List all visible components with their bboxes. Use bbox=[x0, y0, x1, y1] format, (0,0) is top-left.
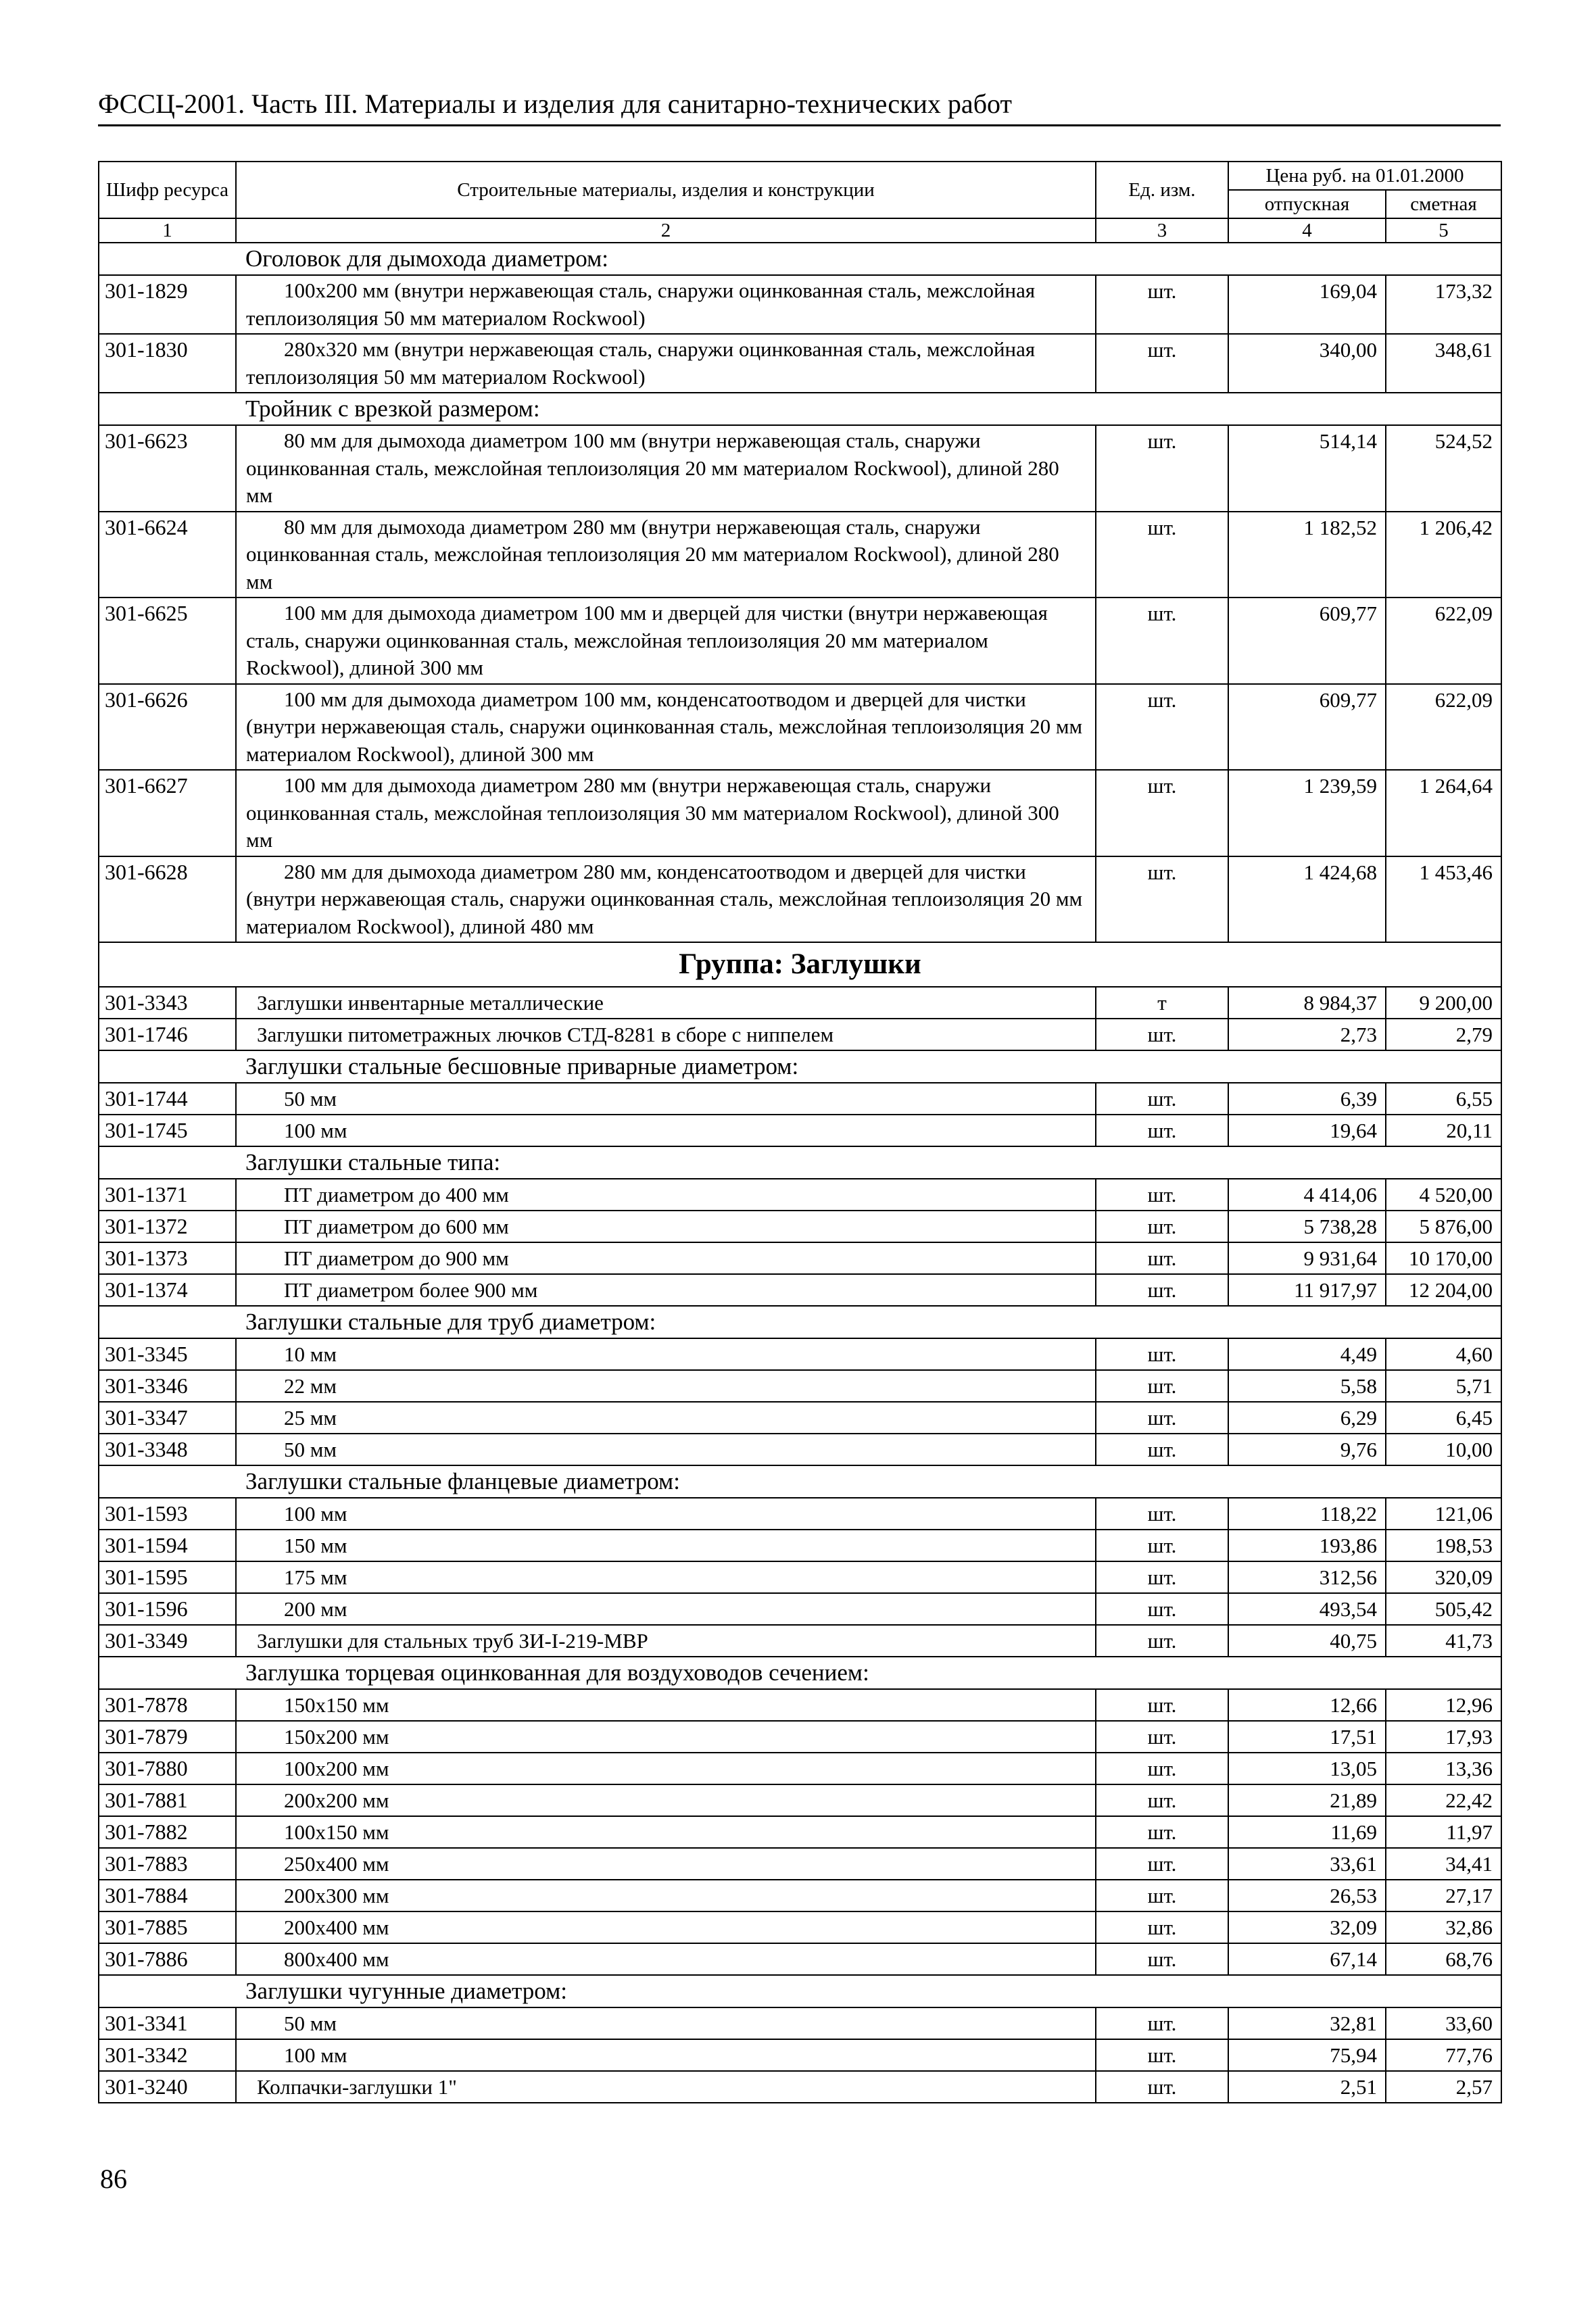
table-row bbox=[99, 1943, 1501, 1975]
resource-code: 301-3345 bbox=[99, 1338, 236, 1370]
release-price: 340,00 bbox=[1228, 334, 1386, 393]
table-row bbox=[99, 770, 1501, 856]
release-price: 2,51 bbox=[1228, 2071, 1386, 2103]
unit-of-measure: шт. bbox=[1096, 1338, 1228, 1370]
estimate-price: 524,52 bbox=[1386, 425, 1501, 512]
material-name: 10 мм bbox=[236, 1338, 1096, 1370]
subgroup-row bbox=[99, 1465, 1501, 1498]
estimate-price: 13,36 bbox=[1386, 1753, 1501, 1784]
header-unit: Ед. изм. bbox=[1096, 162, 1228, 218]
resource-code: 301-1829 bbox=[99, 275, 236, 334]
estimate-price: 5 876,00 bbox=[1386, 1211, 1501, 1242]
estimate-price: 1 206,42 bbox=[1386, 512, 1501, 598]
release-price: 1 239,59 bbox=[1228, 770, 1386, 856]
table-row bbox=[99, 1338, 1501, 1370]
release-price: 13,05 bbox=[1228, 1753, 1386, 1784]
material-name: 50 мм bbox=[236, 1083, 1096, 1115]
resource-code: 301-3240 bbox=[99, 2071, 236, 2103]
table-row bbox=[99, 1019, 1501, 1050]
unit-of-measure: шт. bbox=[1096, 1370, 1228, 1402]
unit-of-measure: шт. bbox=[1096, 1179, 1228, 1211]
table-row bbox=[99, 334, 1501, 393]
unit-of-measure: шт. bbox=[1096, 1561, 1228, 1593]
subgroup-title: Заглушки стальные типа: bbox=[99, 1146, 1501, 1179]
estimate-price: 2,57 bbox=[1386, 2071, 1501, 2103]
unit-of-measure: шт. bbox=[1096, 1211, 1228, 1242]
material-name: 100 мм bbox=[236, 1498, 1096, 1530]
resource-code: 301-1746 bbox=[99, 1019, 236, 1050]
table-row bbox=[99, 1274, 1501, 1306]
resource-code: 301-1593 bbox=[99, 1498, 236, 1530]
table-row bbox=[99, 275, 1501, 334]
release-price: 1 424,68 bbox=[1228, 856, 1386, 943]
unit-of-measure: шт. bbox=[1096, 425, 1228, 512]
table-row bbox=[99, 856, 1501, 943]
release-price: 193,86 bbox=[1228, 1530, 1386, 1561]
table-row bbox=[99, 1721, 1501, 1753]
material-name: 150x200 мм bbox=[236, 1721, 1096, 1753]
estimate-price: 5,71 bbox=[1386, 1370, 1501, 1402]
estimate-price: 1 264,64 bbox=[1386, 770, 1501, 856]
material-name: Заглушки инвентарные металлические bbox=[236, 987, 1096, 1019]
table-row bbox=[99, 1880, 1501, 1911]
estimate-price: 27,17 bbox=[1386, 1880, 1501, 1911]
column-number: 5 bbox=[1386, 218, 1501, 243]
material-name: 280 мм для дымохода диаметром 280 мм, конденсатоотводом и дверцей для чистки (внутри нержавеющая сталь, снаружи оцинкованная сталь, межслойная теплоизоляция 20 мм материалом Rockwool), длиной 480 мм bbox=[236, 856, 1096, 943]
column-number: 4 bbox=[1228, 218, 1386, 243]
unit-of-measure: шт. bbox=[1096, 1434, 1228, 1465]
material-name: 200x200 мм bbox=[236, 1784, 1096, 1816]
resource-code: 301-7881 bbox=[99, 1784, 236, 1816]
header-code: Шифр ресурса bbox=[99, 162, 236, 218]
unit-of-measure: шт. bbox=[1096, 1115, 1228, 1146]
material-name: Заглушки для стальных труб ЗИ-I-219-МВР bbox=[236, 1625, 1096, 1657]
resource-code: 301-1373 bbox=[99, 1242, 236, 1274]
material-name: 80 мм для дымохода диаметром 280 мм (внутри нержавеющая сталь, снаружи оцинкованная сталь, межслойная теплоизоляция 20 мм материалом Rockwool), длиной 280 мм bbox=[236, 512, 1096, 598]
subgroup-title: Заглушки чугунные диаметром: bbox=[99, 1975, 1501, 2007]
subgroup-row bbox=[99, 1306, 1501, 1338]
table-row bbox=[99, 1242, 1501, 1274]
release-price: 6,39 bbox=[1228, 1083, 1386, 1115]
table-header-row bbox=[99, 162, 1501, 190]
release-price: 5 738,28 bbox=[1228, 1211, 1386, 1242]
resource-code: 301-7882 bbox=[99, 1816, 236, 1848]
release-price: 11 917,97 bbox=[1228, 1274, 1386, 1306]
material-name: 100 мм для дымохода диаметром 100 мм, конденсатоотводом и дверцей для чистки (внутри нержавеющая сталь, снаружи оцинкованная сталь, межслойная теплоизоляция 20 мм материалом Rockwool), длиной 300 мм bbox=[236, 684, 1096, 771]
material-name: 22 мм bbox=[236, 1370, 1096, 1402]
material-name: 100 мм для дымохода диаметром 280 мм (внутри нержавеющая сталь, снаружи оцинкованная сталь, межслойная теплоизоляция 30 мм материалом Rockwool), длиной 300 мм bbox=[236, 770, 1096, 856]
material-name: 200x400 мм bbox=[236, 1911, 1096, 1943]
table-row bbox=[99, 1434, 1501, 1465]
subgroup-row bbox=[99, 243, 1501, 275]
table-row bbox=[99, 1115, 1501, 1146]
resource-code: 301-7886 bbox=[99, 1943, 236, 1975]
release-price: 8 984,37 bbox=[1228, 987, 1386, 1019]
header-price: Цена руб. на 01.01.2000 bbox=[1228, 162, 1501, 190]
unit-of-measure: шт. bbox=[1096, 1593, 1228, 1625]
unit-of-measure: шт. bbox=[1096, 1816, 1228, 1848]
unit-of-measure: шт. bbox=[1096, 1625, 1228, 1657]
release-price: 11,69 bbox=[1228, 1816, 1386, 1848]
estimate-price: 6,45 bbox=[1386, 1402, 1501, 1434]
estimate-price: 77,76 bbox=[1386, 2039, 1501, 2071]
unit-of-measure: шт. bbox=[1096, 1721, 1228, 1753]
unit-of-measure: шт. bbox=[1096, 1880, 1228, 1911]
page-header: ФССЦ-2001. Часть III. Материалы и изделия для санитарно-технических работ bbox=[98, 88, 1501, 126]
material-name: 200 мм bbox=[236, 1593, 1096, 1625]
unit-of-measure: шт. bbox=[1096, 2071, 1228, 2103]
material-name: 50 мм bbox=[236, 1434, 1096, 1465]
subgroup-title: Заглушки стальные фланцевые диаметром: bbox=[99, 1465, 1501, 1498]
table-row bbox=[99, 598, 1501, 684]
unit-of-measure: шт. bbox=[1096, 275, 1228, 334]
resource-code: 301-3347 bbox=[99, 1402, 236, 1434]
table-row bbox=[99, 1848, 1501, 1880]
estimate-price: 4,60 bbox=[1386, 1338, 1501, 1370]
resource-code: 301-1830 bbox=[99, 334, 236, 393]
column-numbers-row bbox=[99, 218, 1501, 243]
unit-of-measure: шт. bbox=[1096, 684, 1228, 771]
table-row bbox=[99, 1625, 1501, 1657]
release-price: 118,22 bbox=[1228, 1498, 1386, 1530]
estimate-price: 10 170,00 bbox=[1386, 1242, 1501, 1274]
resource-code: 301-6623 bbox=[99, 425, 236, 512]
resource-code: 301-6626 bbox=[99, 684, 236, 771]
table-row bbox=[99, 2007, 1501, 2039]
release-price: 4,49 bbox=[1228, 1338, 1386, 1370]
release-price: 12,66 bbox=[1228, 1689, 1386, 1721]
material-name: ПТ диаметром до 900 мм bbox=[236, 1242, 1096, 1274]
estimate-price: 622,09 bbox=[1386, 598, 1501, 684]
table-row bbox=[99, 425, 1501, 512]
table-row bbox=[99, 1083, 1501, 1115]
estimate-price: 33,60 bbox=[1386, 2007, 1501, 2039]
table-row bbox=[99, 1689, 1501, 1721]
release-price: 609,77 bbox=[1228, 684, 1386, 771]
table-row bbox=[99, 1593, 1501, 1625]
material-name: 200x300 мм bbox=[236, 1880, 1096, 1911]
material-name: 80 мм для дымохода диаметром 100 мм (внутри нержавеющая сталь, снаружи оцинкованная сталь, межслойная теплоизоляция 20 мм материалом Rockwool), длиной 280 мм bbox=[236, 425, 1096, 512]
subgroup-title: Тройник с врезкой размером: bbox=[99, 393, 1501, 425]
table-row bbox=[99, 2071, 1501, 2103]
unit-of-measure: шт. bbox=[1096, 770, 1228, 856]
subgroup-title: Заглушка торцевая оцинкованная для воздуховодов сечением: bbox=[99, 1657, 1501, 1689]
resource-code: 301-1374 bbox=[99, 1274, 236, 1306]
resource-code: 301-3343 bbox=[99, 987, 236, 1019]
unit-of-measure: шт. bbox=[1096, 1019, 1228, 1050]
column-number: 1 bbox=[99, 218, 236, 243]
resource-code: 301-1596 bbox=[99, 1593, 236, 1625]
unit-of-measure: шт. bbox=[1096, 1498, 1228, 1530]
table-row bbox=[99, 1211, 1501, 1242]
resource-code: 301-1595 bbox=[99, 1561, 236, 1593]
estimate-price: 9 200,00 bbox=[1386, 987, 1501, 1019]
release-price: 6,29 bbox=[1228, 1402, 1386, 1434]
release-price: 67,14 bbox=[1228, 1943, 1386, 1975]
table-row bbox=[99, 1370, 1501, 1402]
resource-code: 301-7880 bbox=[99, 1753, 236, 1784]
material-name: 175 мм bbox=[236, 1561, 1096, 1593]
unit-of-measure: шт. bbox=[1096, 1784, 1228, 1816]
estimate-price: 12 204,00 bbox=[1386, 1274, 1501, 1306]
release-price: 32,09 bbox=[1228, 1911, 1386, 1943]
unit-of-measure: шт. bbox=[1096, 2007, 1228, 2039]
estimate-price: 6,55 bbox=[1386, 1083, 1501, 1115]
resource-code: 301-7879 bbox=[99, 1721, 236, 1753]
estimate-price: 34,41 bbox=[1386, 1848, 1501, 1880]
material-name: 50 мм bbox=[236, 2007, 1096, 2039]
table-row bbox=[99, 1753, 1501, 1784]
unit-of-measure: шт. bbox=[1096, 1274, 1228, 1306]
release-price: 4 414,06 bbox=[1228, 1179, 1386, 1211]
resource-code: 301-6625 bbox=[99, 598, 236, 684]
material-name: Колпачки-заглушки 1" bbox=[236, 2071, 1096, 2103]
estimate-price: 173,32 bbox=[1386, 275, 1501, 334]
subgroup-row bbox=[99, 1050, 1501, 1083]
estimate-price: 68,76 bbox=[1386, 1943, 1501, 1975]
release-price: 9,76 bbox=[1228, 1434, 1386, 1465]
material-name: ПТ диаметром более 900 мм bbox=[236, 1274, 1096, 1306]
release-price: 17,51 bbox=[1228, 1721, 1386, 1753]
material-name: 100x200 мм bbox=[236, 1753, 1096, 1784]
price-table bbox=[98, 161, 1502, 2103]
table-row bbox=[99, 1179, 1501, 1211]
material-name: 100 мм bbox=[236, 2039, 1096, 2071]
estimate-price: 20,11 bbox=[1386, 1115, 1501, 1146]
subgroup-row bbox=[99, 1657, 1501, 1689]
resource-code: 301-7885 bbox=[99, 1911, 236, 1943]
estimate-price: 11,97 bbox=[1386, 1816, 1501, 1848]
unit-of-measure: шт. bbox=[1096, 1402, 1228, 1434]
estimate-price: 17,93 bbox=[1386, 1721, 1501, 1753]
resource-code: 301-1745 bbox=[99, 1115, 236, 1146]
release-price: 514,14 bbox=[1228, 425, 1386, 512]
subgroup-row bbox=[99, 393, 1501, 425]
material-name: ПТ диаметром до 600 мм bbox=[236, 1211, 1096, 1242]
resource-code: 301-1371 bbox=[99, 1179, 236, 1211]
estimate-price: 198,53 bbox=[1386, 1530, 1501, 1561]
unit-of-measure: т bbox=[1096, 987, 1228, 1019]
resource-code: 301-7883 bbox=[99, 1848, 236, 1880]
estimate-price: 4 520,00 bbox=[1386, 1179, 1501, 1211]
estimate-price: 348,61 bbox=[1386, 334, 1501, 393]
resource-code: 301-3348 bbox=[99, 1434, 236, 1465]
estimate-price: 12,96 bbox=[1386, 1689, 1501, 1721]
material-name: 280x320 мм (внутри нержавеющая сталь, снаружи оцинкованная сталь, межслойная теплоизоляция 50 мм материалом Rockwool) bbox=[236, 334, 1096, 393]
resource-code: 301-3342 bbox=[99, 2039, 236, 2071]
subgroup-title: Оголовок для дымохода диаметром: bbox=[99, 243, 1501, 275]
resource-code: 301-7884 bbox=[99, 1880, 236, 1911]
resource-code: 301-1594 bbox=[99, 1530, 236, 1561]
material-name: 100 мм bbox=[236, 1115, 1096, 1146]
estimate-price: 121,06 bbox=[1386, 1498, 1501, 1530]
release-price: 33,61 bbox=[1228, 1848, 1386, 1880]
release-price: 493,54 bbox=[1228, 1593, 1386, 1625]
material-name: 800x400 мм bbox=[236, 1943, 1096, 1975]
subgroup-title: Заглушки стальные для труб диаметром: bbox=[99, 1306, 1501, 1338]
material-name: 150 мм bbox=[236, 1530, 1096, 1561]
estimate-price: 622,09 bbox=[1386, 684, 1501, 771]
table-row bbox=[99, 1911, 1501, 1943]
material-name: 100x150 мм bbox=[236, 1816, 1096, 1848]
unit-of-measure: шт. bbox=[1096, 1689, 1228, 1721]
release-price: 26,53 bbox=[1228, 1880, 1386, 1911]
group-row bbox=[99, 942, 1501, 987]
unit-of-measure: шт. bbox=[1096, 598, 1228, 684]
estimate-price: 2,79 bbox=[1386, 1019, 1501, 1050]
unit-of-measure: шт. bbox=[1096, 1530, 1228, 1561]
header-estimate-price: сметная bbox=[1386, 190, 1501, 218]
release-price: 75,94 bbox=[1228, 2039, 1386, 2071]
header-release-price: отпускная bbox=[1228, 190, 1386, 218]
subgroup-row bbox=[99, 1146, 1501, 1179]
resource-code: 301-6628 bbox=[99, 856, 236, 943]
resource-code: 301-3346 bbox=[99, 1370, 236, 1402]
subgroup-row bbox=[99, 1975, 1501, 2007]
unit-of-measure: шт. bbox=[1096, 1848, 1228, 1880]
estimate-price: 41,73 bbox=[1386, 1625, 1501, 1657]
unit-of-measure: шт. bbox=[1096, 512, 1228, 598]
column-number: 2 bbox=[236, 218, 1096, 243]
material-name: 150x150 мм bbox=[236, 1689, 1096, 1721]
release-price: 9 931,64 bbox=[1228, 1242, 1386, 1274]
table-row bbox=[99, 1530, 1501, 1561]
release-price: 5,58 bbox=[1228, 1370, 1386, 1402]
material-name: 100 мм для дымохода диаметром 100 мм и дверцей для чистки (внутри нержавеющая сталь, снаружи оцинкованная сталь, межслойная теплоизоляция 20 мм материалом Rockwool), длиной 300 мм bbox=[236, 598, 1096, 684]
estimate-price: 1 453,46 bbox=[1386, 856, 1501, 943]
material-name: 100x200 мм (внутри нержавеющая сталь, снаружи оцинкованная сталь, межслойная теплоизоляция 50 мм материалом Rockwool) bbox=[236, 275, 1096, 334]
material-name: Заглушки питометражных лючков СТД-8281 в сборе с ниппелем bbox=[236, 1019, 1096, 1050]
unit-of-measure: шт. bbox=[1096, 856, 1228, 943]
subgroup-title: Заглушки стальные бесшовные приварные диаметром: bbox=[99, 1050, 1501, 1083]
release-price: 21,89 bbox=[1228, 1784, 1386, 1816]
resource-code: 301-6627 bbox=[99, 770, 236, 856]
release-price: 2,73 bbox=[1228, 1019, 1386, 1050]
unit-of-measure: шт. bbox=[1096, 1083, 1228, 1115]
table-row bbox=[99, 1784, 1501, 1816]
unit-of-measure: шт. bbox=[1096, 334, 1228, 393]
resource-code: 301-6624 bbox=[99, 512, 236, 598]
resource-code: 301-1744 bbox=[99, 1083, 236, 1115]
table-row bbox=[99, 1402, 1501, 1434]
header-name: Строительные материалы, изделия и конструкции bbox=[236, 162, 1096, 218]
resource-code: 301-7878 bbox=[99, 1689, 236, 1721]
release-price: 40,75 bbox=[1228, 1625, 1386, 1657]
release-price: 312,56 bbox=[1228, 1561, 1386, 1593]
unit-of-measure: шт. bbox=[1096, 1911, 1228, 1943]
table-row bbox=[99, 1498, 1501, 1530]
release-price: 609,77 bbox=[1228, 598, 1386, 684]
unit-of-measure: шт. bbox=[1096, 1753, 1228, 1784]
material-name: ПТ диаметром до 400 мм bbox=[236, 1179, 1096, 1211]
table-row bbox=[99, 1816, 1501, 1848]
table-row bbox=[99, 684, 1501, 771]
resource-code: 301-1372 bbox=[99, 1211, 236, 1242]
table-row bbox=[99, 512, 1501, 598]
estimate-price: 22,42 bbox=[1386, 1784, 1501, 1816]
page-number: 86 bbox=[100, 2164, 127, 2194]
column-number: 3 bbox=[1096, 218, 1228, 243]
group-title: Группа: Заглушки bbox=[99, 942, 1501, 987]
unit-of-measure: шт. bbox=[1096, 1242, 1228, 1274]
estimate-price: 32,86 bbox=[1386, 1911, 1501, 1943]
table-row bbox=[99, 2039, 1501, 2071]
resource-code: 301-3349 bbox=[99, 1625, 236, 1657]
release-price: 32,81 bbox=[1228, 2007, 1386, 2039]
resource-code: 301-3341 bbox=[99, 2007, 236, 2039]
unit-of-measure: шт. bbox=[1096, 1943, 1228, 1975]
unit-of-measure: шт. bbox=[1096, 2039, 1228, 2071]
estimate-price: 10,00 bbox=[1386, 1434, 1501, 1465]
estimate-price: 505,42 bbox=[1386, 1593, 1501, 1625]
release-price: 1 182,52 bbox=[1228, 512, 1386, 598]
release-price: 169,04 bbox=[1228, 275, 1386, 334]
material-name: 250x400 мм bbox=[236, 1848, 1096, 1880]
release-price: 19,64 bbox=[1228, 1115, 1386, 1146]
material-name: 25 мм bbox=[236, 1402, 1096, 1434]
estimate-price: 320,09 bbox=[1386, 1561, 1501, 1593]
table-row bbox=[99, 987, 1501, 1019]
table-row bbox=[99, 1561, 1501, 1593]
